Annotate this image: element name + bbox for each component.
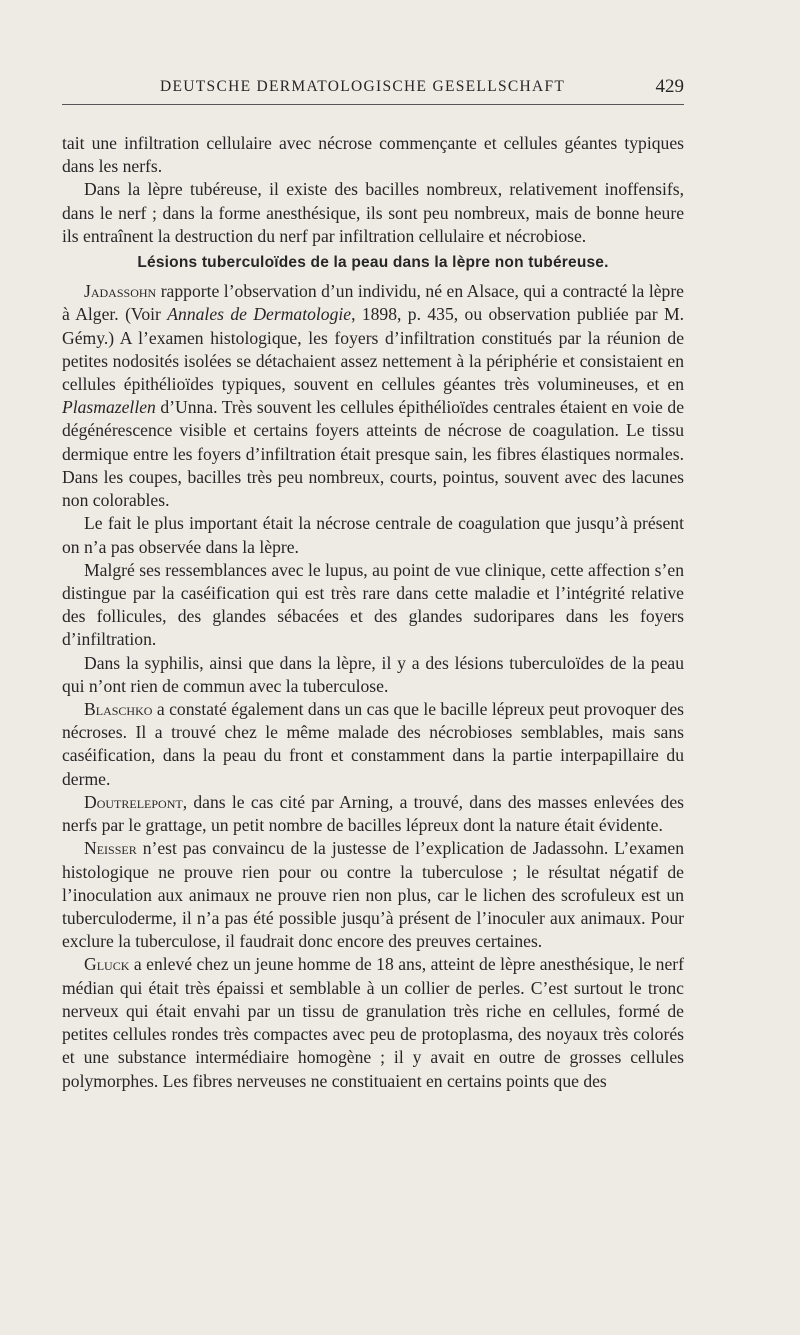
paragraph-3-part-1: rapporte l’observation d’un individu, né en Alsace, qui a contracté la lèpre à Alger. (Voir: [62, 281, 684, 325]
paragraph-2: Dans la lèpre tubéreuse, il existe des bacilles nombreux, relativement inoffensifs, dans le nerf ; dans la forme anesthésique, ils sont peu nombreux, mais de bonne heure ils entraînent la destruction du nerf par infiltration cellulaire et nécrobiose.: [62, 179, 684, 246]
term-plasmazellen: Plasmazellen: [62, 397, 156, 418]
paragraph-7: [62, 698, 684, 791]
section-heading: Lésions tuberculoïdes de la peau dans la lèpre non tubéreuse.: [137, 254, 609, 272]
paragraph-1: tait une infiltration cellulaire avec nécrose commençante et cellules géantes typiques dans les nerfs.: [62, 133, 684, 177]
paragraph-8: [62, 791, 684, 837]
paragraph-9-text: n’est pas convaincu de la justesse de l’explication de Jadassohn. L’examen histologique ne prouve rien pour ou contre la tuberculose ; le résultat négatif de l’inoculation aux animaux ne prouve rien non plus, car le lichen des scrofuleux est un tuberculoderme, il n’a pas été possible jusqu’à présent de l’inoculer aux animaux. Pour exclure la tuberculose, il faudrait donc encore des preuves certaines.: [62, 838, 684, 952]
paragraph-3-part-2: , 1898, p. 435, ou observation publiée par M. Gémy.) A l’examen histologique, les foyers d’infiltration constitués par la réunion de petites nodosités isolées se détachaient assez nettement à la périphérie et consistaient en cellules épithélioïdes typiques, souvent en cellules géantes très volumineuses, et en: [62, 304, 684, 394]
paragraph-4: Le fait le plus important était la nécrose centrale de coagulation que jusqu’à présent on n’a pas observée dans la lèpre.: [62, 513, 684, 557]
paragraph-9: [62, 837, 684, 953]
running-title: DEUTSCHE DERMATOLOGISCHE GESELLSCHAFT: [160, 78, 566, 95]
author-name-gluck: Gluck: [84, 954, 130, 975]
paragraph-8-text: , dans le cas cité par Arning, a trouvé, dans des masses enlevées des nerfs par le grattage, un petit nombre de bacilles lépreux dont la nature était évidente.: [62, 791, 684, 836]
paragraph-7-text: a constaté également dans un cas que le bacille lépreux peut provoquer des nécroses. Il a trouvé chez le même malade des nécrobioses semblables, mais sans caséification, dans la peau du front et constamment dans la partie interpapillaire du derme.: [62, 699, 684, 789]
paragraph-3: [62, 280, 684, 512]
author-name-neisser: Neisser: [84, 838, 137, 859]
paragraph-10: [62, 953, 684, 1092]
paragraph-3-part-3: d’Unna. Très souvent les cellules épithélioïdes centrales étaient en voie de dégénérescence visible et certains foyers atteints de nécrose de coagulation. Le tissu dermique entre les foyers d’infiltration était presque sain, les fibres élastiques normales. Dans les coupes, bacilles très peu nombreux, courts, pointus, souvent avec des lacunes non colorables.: [62, 397, 684, 511]
page-number: 429: [655, 76, 684, 97]
body-text: [62, 132, 684, 1093]
running-header: [62, 78, 684, 105]
journal-reference: Annales de Dermatologie: [167, 304, 352, 325]
paragraph-10-text: a enlevé chez un jeune homme de 18 ans, atteint de lèpre anesthésique, le nerf médian qui était très épaissi et semblable à un collier de perles. C’est surtout le tronc nerveux qui était envahi par un tissu de granulation très riche en cellules, formé de petites cellules rondes très compactes avec peu de protoplasma, des noyaux très colorés et une substance intermédiaire homogène ; il y avait en outre de grosses cellules polymorphes. Les fibres nerveuses ne constituaient en certains points que des: [62, 954, 684, 1091]
author-name-blaschko: Blaschko: [84, 699, 153, 720]
author-name-doutrelepont: Doutrelepont: [84, 791, 183, 812]
paragraph-5: Malgré ses ressemblances avec le lupus, au point de vue clinique, cette affection s’en distingue par la caséification qui est très rare dans cette maladie et l’intégrité relative des follicules, des glandes sébacées et des glandes sudoripares dans les foyers d’infiltration.: [62, 559, 684, 650]
author-name-jadassohn: Jadassohn: [84, 281, 157, 302]
paragraph-6: Dans la syphilis, ainsi que dans la lèpre, il y a des lésions tuberculoïdes de la peau qui n’ont rien de commun avec la tuberculose.: [62, 652, 684, 696]
